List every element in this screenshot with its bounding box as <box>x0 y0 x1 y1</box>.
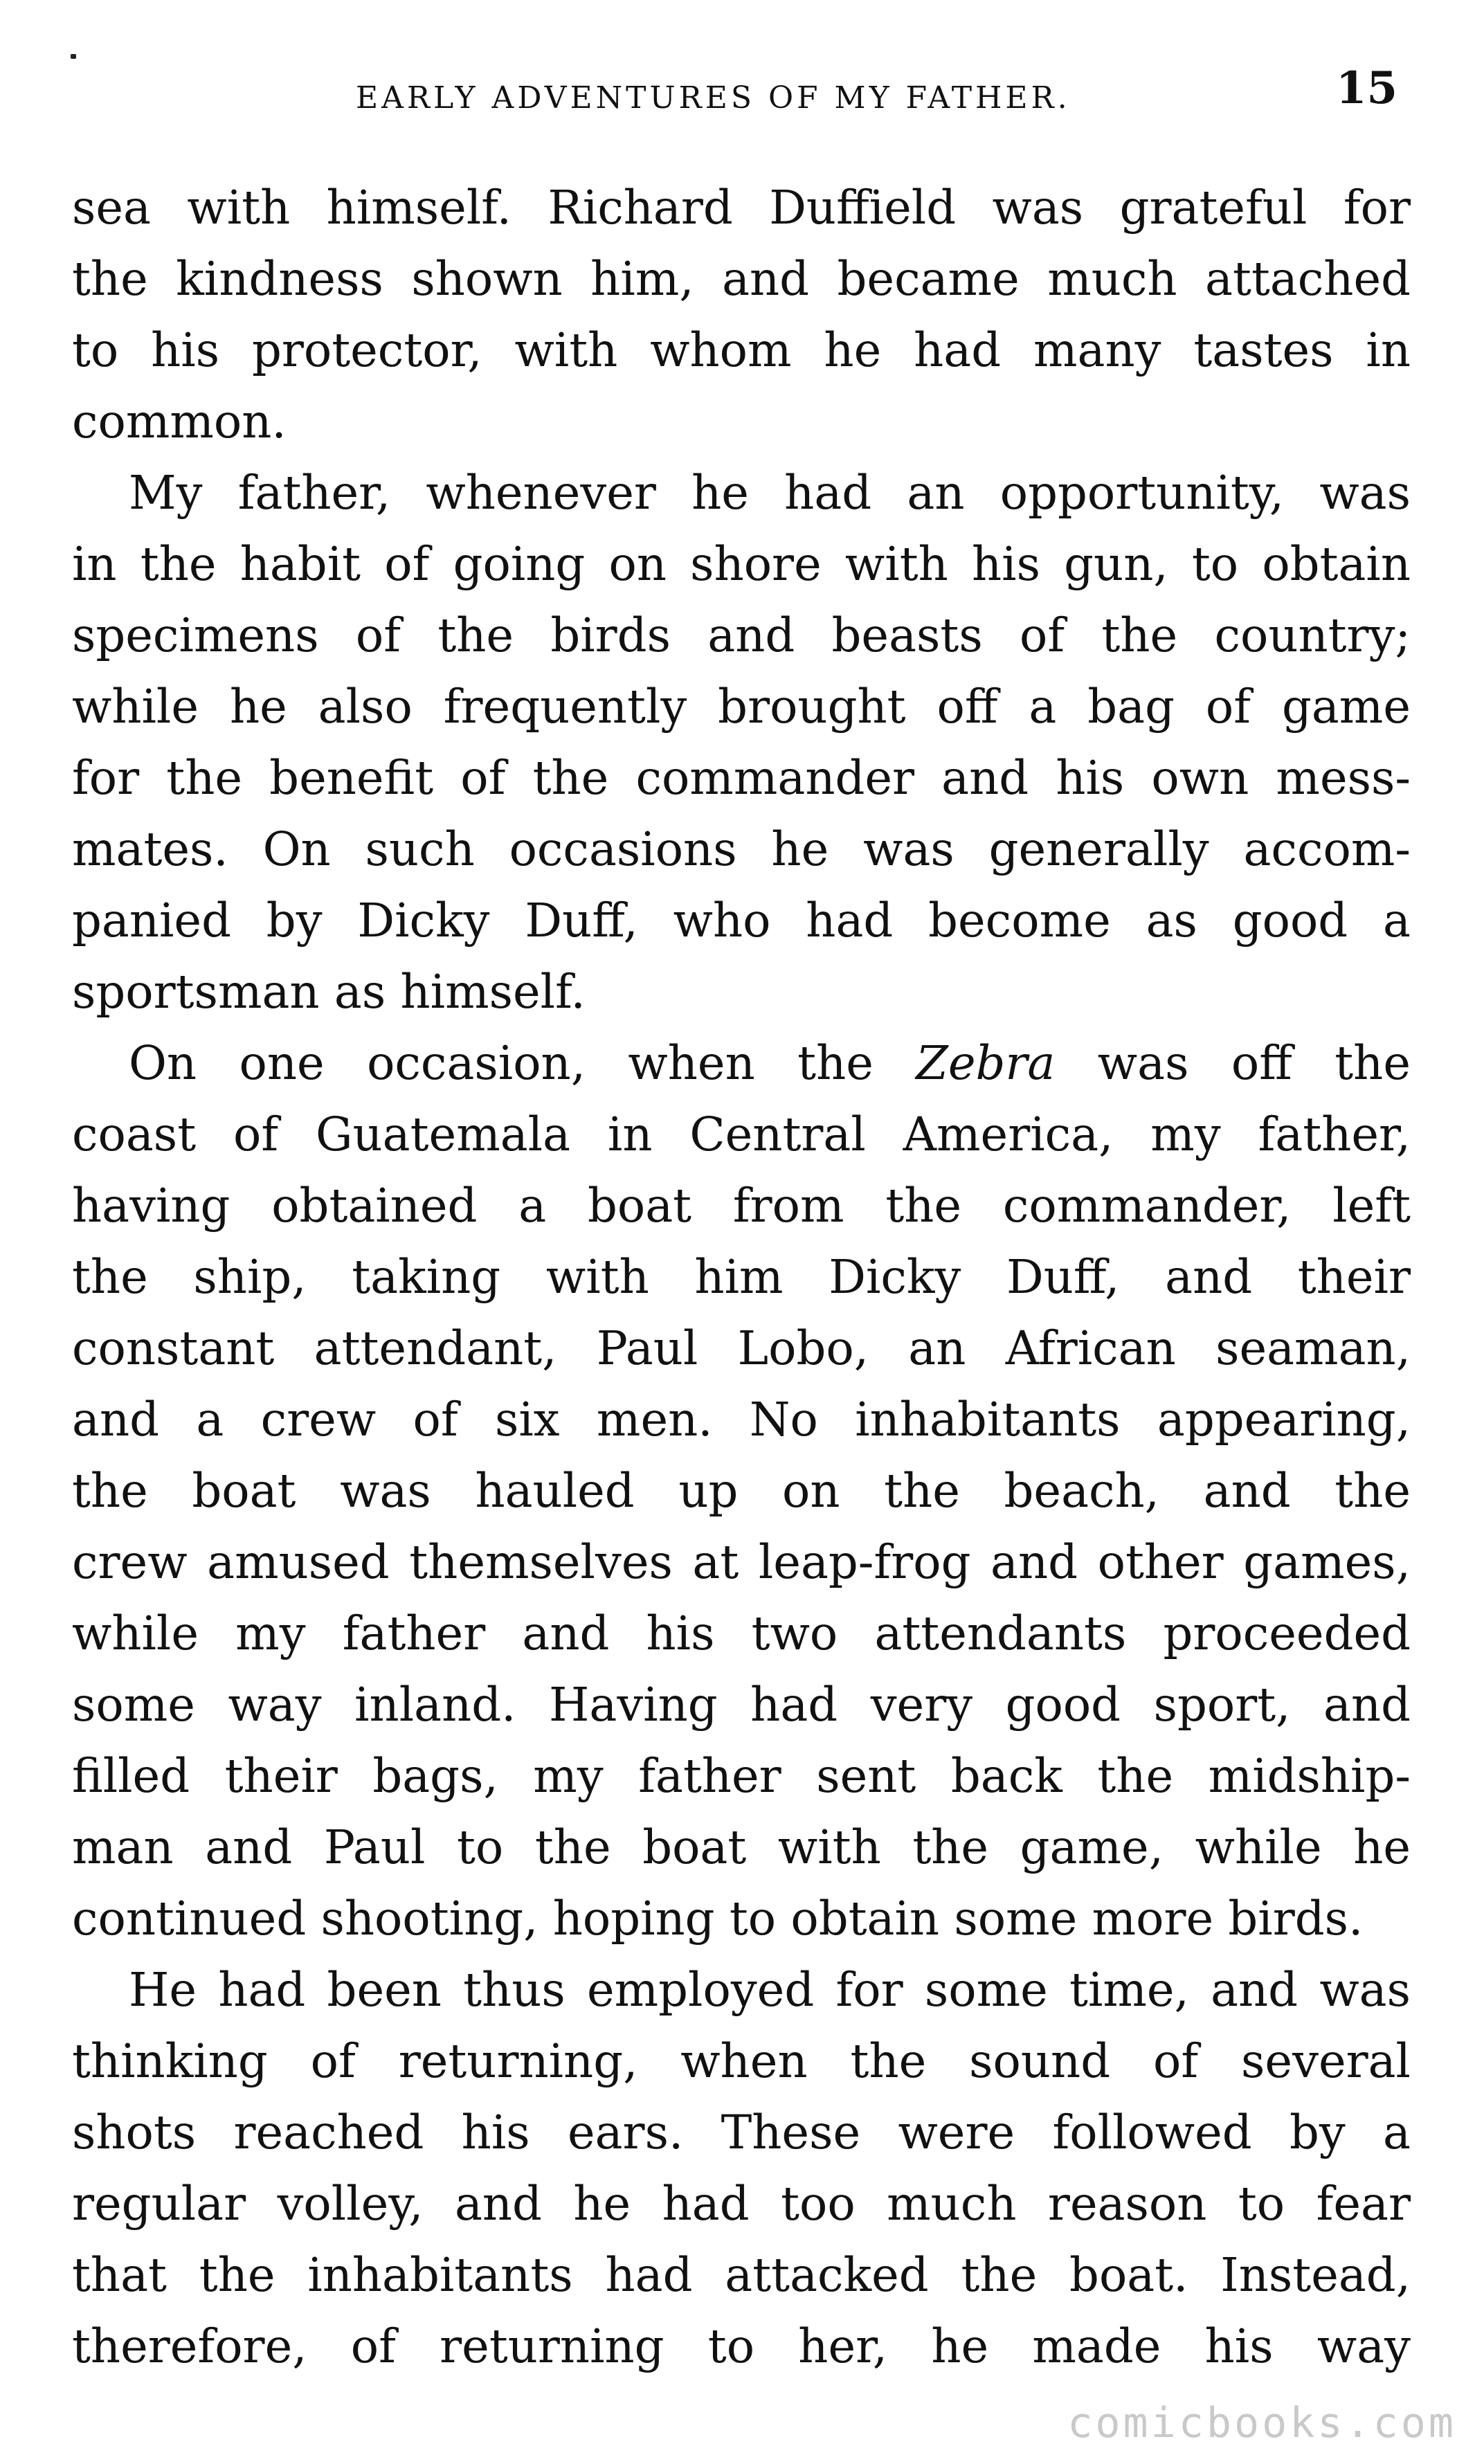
text-line: shots reached his ears. These were followed by a <box>72 2105 1411 2159</box>
text-line: crew amused themselves at leap-frog and other games, <box>72 1535 1411 1589</box>
text-line: the ship, taking with him Dicky Duff, and their <box>72 1250 1411 1304</box>
text-line: therefore, of returning to her, he made his way <box>72 2319 1411 2373</box>
text-line: for the benefit of the commander and his own mess- <box>72 751 1411 805</box>
text-line: constant attendant, Paul Lobo, an African seaman, <box>72 1321 1411 1375</box>
text-line: thinking of returning, when the sound of several <box>72 2034 1411 2088</box>
text-line: the kindness shown him, and became much attached <box>72 252 1411 306</box>
text-line: to his protector, with whom he had many tastes in <box>72 323 1411 377</box>
running-head: EARLY ADVENTURES OF MY FATHER. <box>356 80 1071 116</box>
text-line: My father, whenever he had an opportunity, was <box>129 466 1411 520</box>
text-line: regular volley, and he had too much reason to fear <box>72 2177 1411 2231</box>
text-line: coast of Guatemala in Central America, my father, <box>72 1107 1411 1161</box>
text-line: filled their bags, my father sent back the midship- <box>72 1749 1411 1803</box>
text-line: He had been thus employed for some time, and was <box>129 1963 1411 2017</box>
ink-speck <box>71 54 76 59</box>
text-line: the boat was hauled up on the beach, and the <box>72 1464 1411 1518</box>
text-line: sportsman as himself. <box>72 965 586 1019</box>
text-line: mates. On such occasions he was generally accom- <box>72 822 1411 876</box>
ship-name: Zebra <box>916 1036 1056 1090</box>
text-line: On one occasion, when the Zebra was off the <box>129 1036 1411 1090</box>
watermark: comicbooks.com <box>1067 2399 1456 2447</box>
text-line: some way inland. Having had very good sport, and <box>72 1678 1411 1732</box>
text-line: and a crew of six men. No inhabitants appearing, <box>72 1393 1411 1447</box>
text-line: common. <box>72 395 287 449</box>
page-number: 15 <box>1336 62 1398 114</box>
text-line: having obtained a boat from the commander, left <box>72 1179 1411 1233</box>
page-header <box>0 62 1484 125</box>
text-line: panied by Dicky Duff, who had become as good a <box>72 894 1411 948</box>
text-line: continued shooting, hoping to obtain some more birds. <box>72 1892 1364 1946</box>
text-line: man and Paul to the boat with the game, while he <box>72 1820 1411 1874</box>
text-line: while he also frequently brought off a bag of game <box>72 680 1411 734</box>
text-line: that the inhabitants had attacked the boat. Instead, <box>72 2248 1411 2302</box>
text-line: while my father and his two attendants proceeded <box>72 1606 1411 1660</box>
text-line: specimens of the birds and beasts of the country; <box>72 608 1411 662</box>
text-line: in the habit of going on shore with his gun, to obtain <box>72 537 1411 591</box>
text-line: sea with himself. Richard Duffield was grateful for <box>72 181 1411 235</box>
